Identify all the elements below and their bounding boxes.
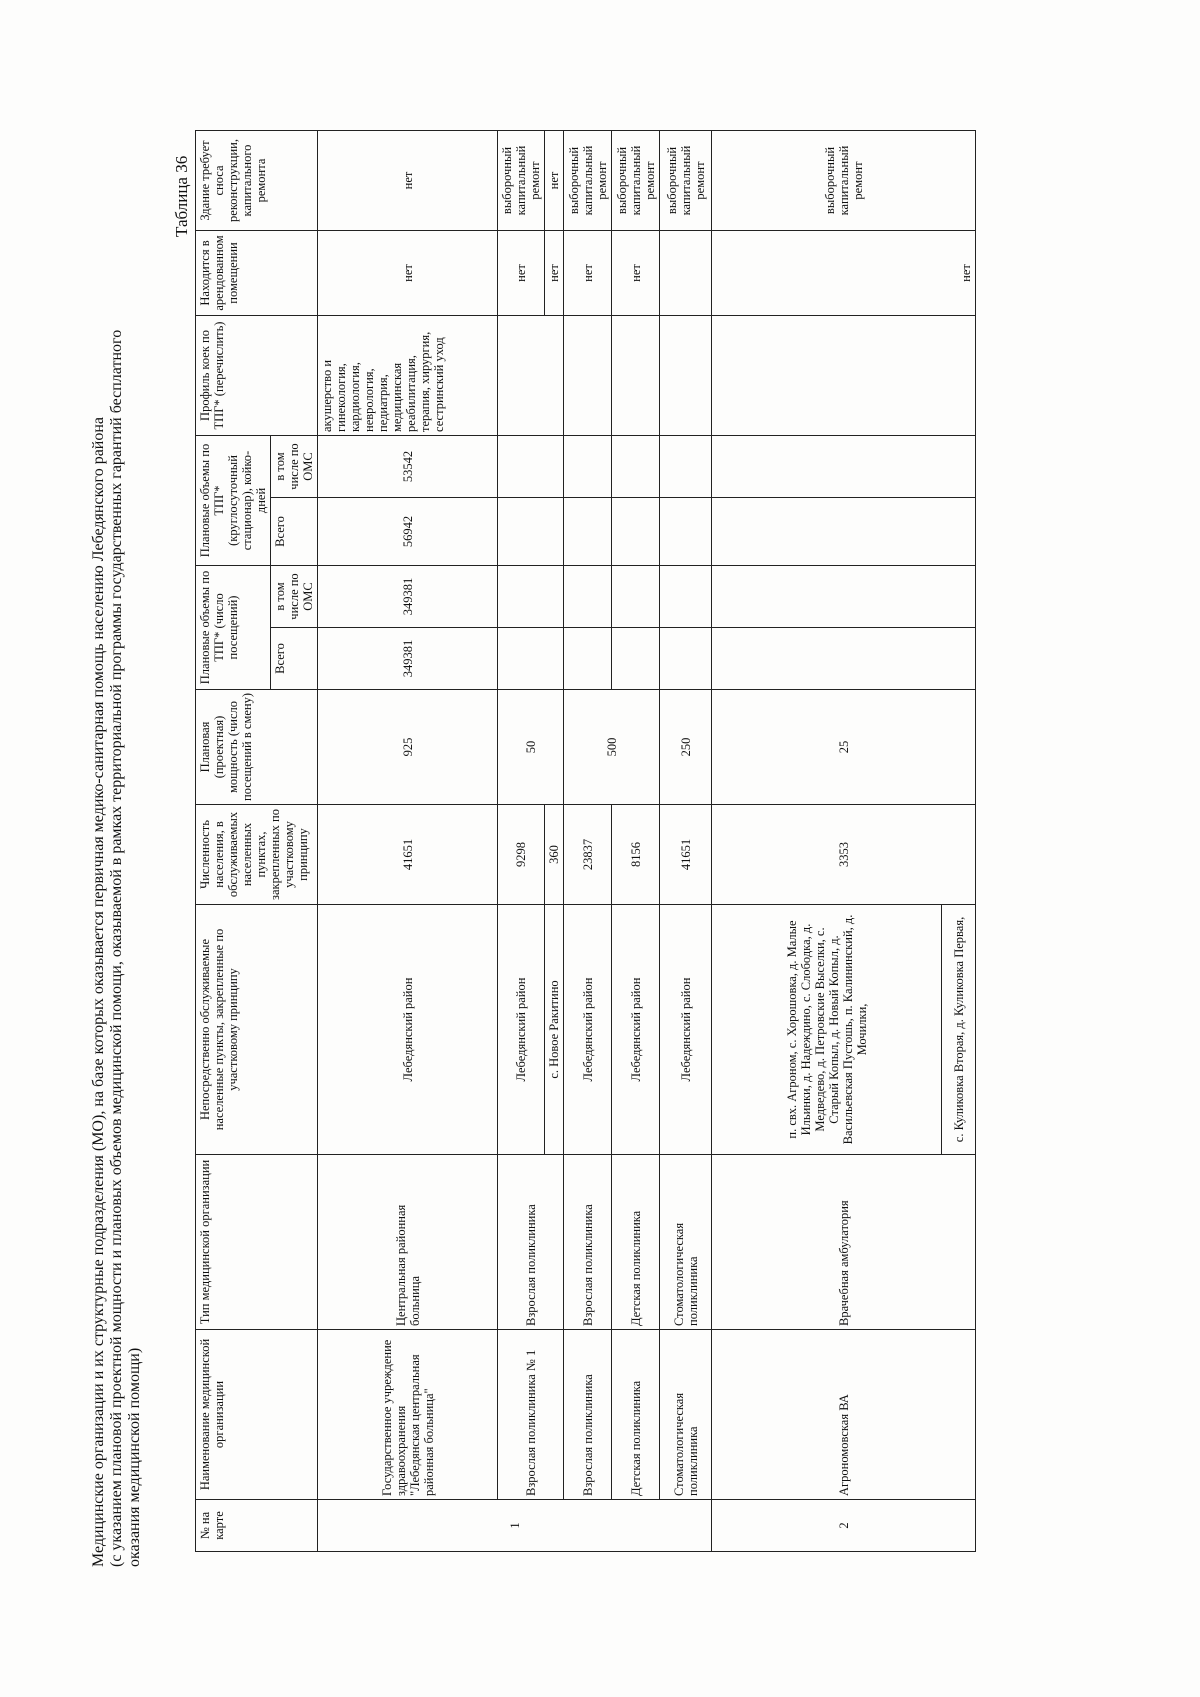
row-beds-oms (660, 436, 712, 498)
header-visits-group: Плановые объемы по ТПГ* (число посещений) (196, 566, 271, 690)
medical-organizations-table (195, 130, 976, 1552)
header-row (196, 131, 271, 1552)
header-num: № на карте (196, 1500, 318, 1552)
row-rented: нет (564, 231, 612, 316)
row-population: 3353 (712, 805, 976, 905)
row-points: Лебедянский район (660, 905, 712, 1155)
row-num: 1 (318, 1500, 712, 1552)
row-points: с. Новое Ракитино (545, 905, 564, 1155)
row-rented: нет (712, 231, 976, 316)
row-visits-oms (612, 566, 660, 628)
row-capacity: 50 (498, 690, 564, 805)
row-profile (564, 316, 612, 436)
header-visits-oms: в том числе по ОМС (271, 566, 318, 628)
row-profile (660, 316, 712, 436)
row-name: Агрономовская ВА (712, 1330, 976, 1500)
header-beds-group: Плановые объемы по ТПГ* (круглосуточный стационар), койко-дней (196, 436, 271, 566)
row-repair: выборочный капитальный ремонт (564, 131, 612, 231)
row-visits-total (564, 628, 612, 690)
header-repair: Здание требует сноса реконструкции, капитального ремонта (196, 131, 318, 231)
row-visits-oms (712, 566, 976, 628)
row-points: Лебедянский район (318, 905, 498, 1155)
row-repair: выборочный капитальный ремонт (660, 131, 712, 231)
row-beds-oms (712, 436, 976, 498)
row-population: 360 (545, 805, 564, 905)
row-population: 8156 (612, 805, 660, 905)
row-profile: акушерство и гинекология, кардиология, неврология, педиатрия, медицинская реабилитация, терапия, хирургия, сестринский уход (318, 316, 498, 436)
row-visits-total (612, 628, 660, 690)
row-points: п. свх. Агроном, с. Хорошовка, д. Малые Ильинки, д. Надеждино, с. Слободка, д. Медведево, д. Петровские Выселки, с. Старый Копыл, д. Новый Копыл, д. Васильевская Пустошь, п. Калининский, д. Мочилки, (712, 905, 942, 1155)
row-visits-oms: 349381 (318, 566, 498, 628)
row-beds-total (564, 498, 612, 566)
table-row (564, 131, 612, 1552)
row-rented (660, 231, 712, 316)
row-profile (712, 316, 976, 436)
header-beds-total: Всего (271, 498, 318, 566)
row-beds-total (660, 498, 712, 566)
row-type: Стоматологическая поликлиника (660, 1155, 712, 1330)
row-visits-total (712, 628, 976, 690)
row-rented: нет (498, 231, 545, 316)
row-type: Центральная районная больница (318, 1155, 498, 1330)
row-type: Взрослая поликлиника (498, 1155, 564, 1330)
row-beds-total (712, 498, 976, 566)
table-row (612, 131, 660, 1552)
row-capacity: 25 (712, 690, 976, 805)
row-visits-oms (498, 566, 564, 628)
row-beds-oms: 53542 (318, 436, 498, 498)
row-beds-total: 56942 (318, 498, 498, 566)
title-line-1: Медицинские организации и их структурные подразделения (МО), на базе которых оказывается первичная медико-санитарная помощь населению Лебедянского района (90, 416, 107, 1567)
header-name: Наименование медицинской организации (196, 1330, 318, 1500)
row-rented: нет (612, 231, 660, 316)
row-name: Взрослая поликлиника (564, 1330, 612, 1500)
header-rented: Находится в арендованном помещении (196, 231, 318, 316)
row-points: с. Куликовка Вторая, д. Куликовка Первая, (942, 905, 976, 1155)
table-row (712, 131, 942, 1552)
row-name: Стоматологическая поликлиника (660, 1330, 712, 1500)
table-row (498, 131, 545, 1552)
row-repair: нет (545, 131, 564, 231)
row-population: 23837 (564, 805, 612, 905)
row-type: Врачебная амбулатория (712, 1155, 976, 1330)
row-beds-total (612, 498, 660, 566)
row-beds-total (498, 498, 564, 566)
row-num: 2 (712, 1500, 976, 1552)
row-population: 41651 (660, 805, 712, 905)
header-visits-total: Всего (271, 628, 318, 690)
table-row (318, 131, 498, 1552)
row-rented: нет (545, 231, 564, 316)
header-type: Тип медицинской организации (196, 1155, 318, 1330)
row-visits-oms (660, 566, 712, 628)
row-visits-total (660, 628, 712, 690)
table-row (660, 131, 712, 1552)
row-repair: нет (318, 131, 498, 231)
header-beds-oms: в том числе по ОМС (271, 436, 318, 498)
document-title (90, 167, 144, 1567)
row-visits-total (498, 628, 564, 690)
row-repair: выборочный капитальный ремонт (498, 131, 545, 231)
row-beds-oms (498, 436, 564, 498)
row-profile (612, 316, 660, 436)
row-capacity: 250 (660, 690, 712, 805)
row-visits-oms (564, 566, 612, 628)
row-name: Государственное учреждение здравоохранения "Лебедянская центральная районная больница" (318, 1330, 498, 1500)
table-number: Таблица 36 (172, 155, 191, 237)
row-name: Взрослая поликлиника № 1 (498, 1330, 564, 1500)
row-profile (498, 316, 564, 436)
row-points: Лебедянский район (498, 905, 545, 1155)
row-type: Взрослая поликлиника (564, 1155, 612, 1330)
header-points: Непосредственно обслуживаемые населенные пункты, закрепленные по участковому принципу (196, 905, 318, 1155)
header-capacity: Плановая (проектная) мощность (число посещений в смену) (196, 690, 318, 805)
header-profile: Профиль коек по ТПГ* (перечислить) (196, 316, 318, 436)
title-line-2: (с указанием плановой проектной мощности и плановых объемов медицинской помощи, оказываемой в рамках территориальной программы государственных гарантий бесплатного (108, 329, 125, 1567)
row-capacity: 500 (564, 690, 660, 805)
row-population: 41651 (318, 805, 498, 905)
title-line-3: оказания медицинской помощи) (126, 1347, 143, 1567)
row-type: Детская поликлиника (612, 1155, 660, 1330)
row-name: Детская поликлиника (612, 1330, 660, 1500)
row-population: 9298 (498, 805, 545, 905)
row-beds-oms (564, 436, 612, 498)
row-capacity: 925 (318, 690, 498, 805)
row-repair: выборочный капитальный ремонт (612, 131, 660, 231)
row-points: Лебедянский район (564, 905, 612, 1155)
row-rented: нет (318, 231, 498, 316)
row-repair: выборочный капитальный ремонт (712, 131, 976, 231)
row-beds-oms (612, 436, 660, 498)
row-points: Лебедянский район (612, 905, 660, 1155)
header-population: Численность населения, в обслуживаемых населенных пунктах, закрепленных по участковому принципу (196, 805, 318, 905)
row-visits-total: 349381 (318, 628, 498, 690)
